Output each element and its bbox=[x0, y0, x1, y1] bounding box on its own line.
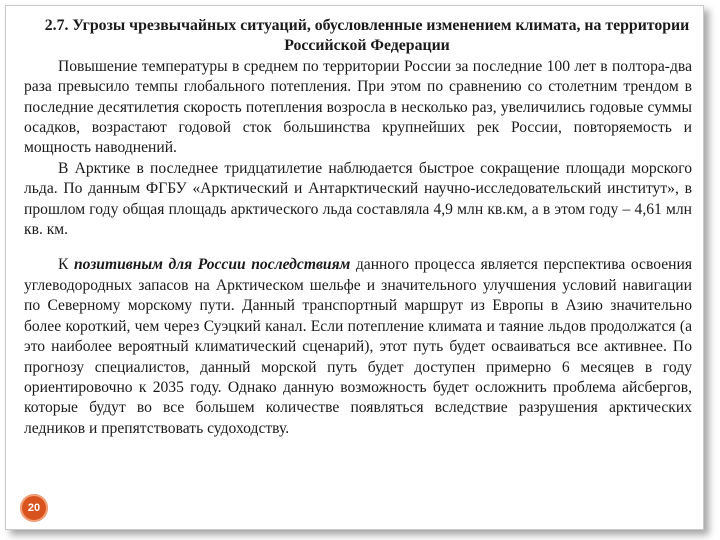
slide-content bbox=[24, 16, 692, 439]
slide-title: 2.7. Угрозы чрезвычайных ситуаций, обусловленные изменением климата, на территории Российской Федерации bbox=[44, 17, 690, 55]
paragraph-3-rest: данного процесса является перспектива освоения углеводородных запасов на Арктическом шельфе и значительного улучшения условий навигации по Северному морскому пути. Данный транспортный маршрут из Европы в Азию значительно более короткий, чем через Суэцкий канал. Если потепление климата и таяние льдов продолжатся (а это наиболее вероятный климатический сценарий), этот путь будет осваиваться все активнее. По прогнозу специалистов, данный морской путь будет доступен примерно 6 месяцев в году ориентировочно к 2035 году. Однако данную возможность будет осложнить проблема айсбергов, которые будут во все большем количестве появляться вследствие разрушения арктических ледников и препятствовать судоходству. bbox=[24, 256, 692, 437]
paragraph-arctic-ice: В Арктике в последнее тридцатилетие наблюдается быстрое сокращение площади морского льда. По данным ФГБУ «Арктический и Антарктический научно-исследовательский институт», в прошлом году общая площадь арктического льда составляла 4,9 млн кв.км, а в этом году – 4,61 млн кв. км. bbox=[24, 159, 692, 239]
page-number-badge: 20 bbox=[20, 494, 48, 522]
paragraph-3-prefix: К bbox=[58, 256, 74, 274]
paragraph-positive-consequences bbox=[24, 255, 692, 439]
paragraph-3-emphasis: позитивным для России последствиям bbox=[73, 256, 351, 274]
paragraph-warming: Повышение температуры в среднем по территории России за последние 100 лет в полтора-два раза превысило темпы глобального потепления. При этом по сравнению со столетним трендом в последние десятилетия скорость потепления возросла в несколько раз, увеличились годовые суммы осадков, возрастают годовой сток большинства крупнейших рек России, повторяемость и мощность наводнений. bbox=[24, 57, 692, 157]
